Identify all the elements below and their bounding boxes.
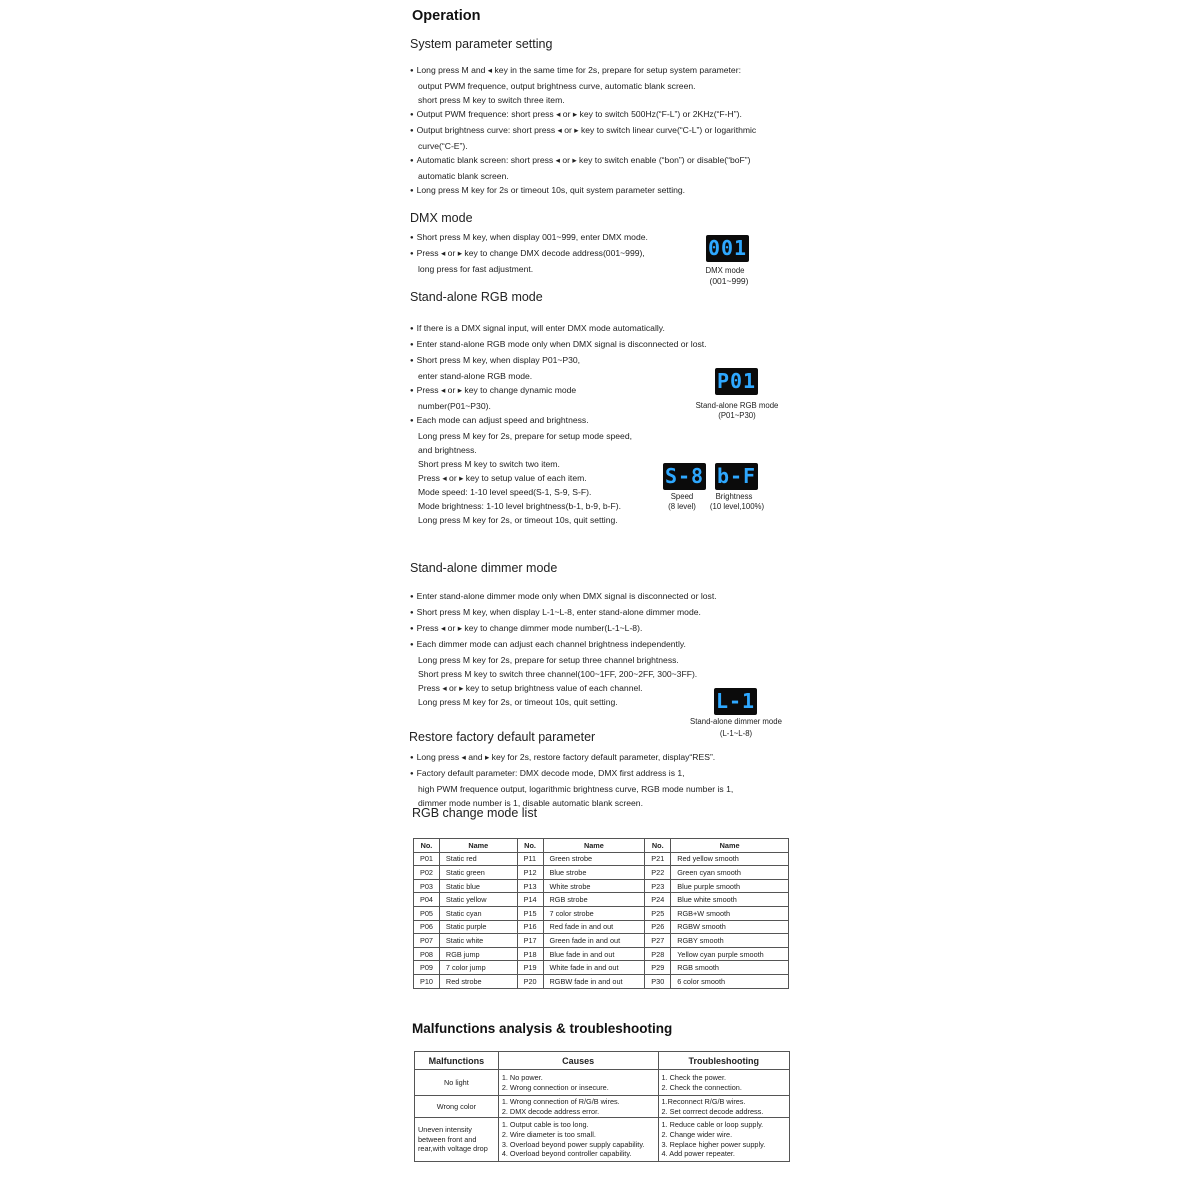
list-item: ● Enter stand-alone dimmer mode only when DMX signal is disconnected or lost. — [410, 589, 717, 605]
mode-name-cell: Static cyan — [439, 906, 517, 920]
mode-name-cell: Red strobe — [439, 974, 517, 988]
cell-line: 1. Output cable is too long. — [501, 1119, 589, 1129]
system-section-body — [410, 63, 756, 199]
mode-name-cell: Static red — [439, 852, 517, 866]
mode-number-cell: P22 — [645, 866, 671, 880]
cell-line: rear,with voltage drop — [418, 1144, 488, 1154]
mode-number-cell: P16 — [517, 920, 543, 934]
operation-title: Operation — [412, 8, 481, 24]
list-item-continuation: long press for fast adjustment. — [418, 264, 534, 274]
rgb-section-title: Stand-alone RGB mode — [410, 290, 543, 304]
mode-name-cell: Static purple — [439, 920, 517, 934]
column-header: Causes — [498, 1052, 658, 1070]
cell-line: 1. Reduce cable or loop supply. — [661, 1119, 764, 1129]
list-item: ● Output PWM frequence: short press ◂ or ▸ key to switch 500Hz(“F-L”) or 2KHz(“F-H”). — [410, 107, 756, 123]
list-item-continuation: enter stand-alone RGB mode. — [418, 371, 533, 381]
list-item-continuation: Long press M key for 2s, prepare for setup three channel brightness. — [418, 655, 679, 665]
troubleshooting-table — [414, 1051, 790, 1162]
cell-line: Uneven intensity — [418, 1124, 472, 1134]
mode-number-cell: P01 — [414, 852, 440, 866]
mode-name-cell: Yellow cyan purple smooth — [671, 947, 789, 961]
mode-number-cell: P10 — [414, 974, 440, 988]
mode-name-cell: Green fade in and out — [543, 934, 645, 948]
cell-line: 2. Check the connection. — [661, 1082, 742, 1092]
cell-line: 2. DMX decode address error. — [501, 1106, 600, 1116]
rgb-display-caption: Stand-alone RGB mode — [695, 401, 779, 410]
mode-number-cell: P26 — [645, 920, 671, 934]
causes-cell — [498, 1070, 658, 1096]
list-item-continuation: Short press M key to switch two item. — [418, 459, 560, 469]
column-header: Troubleshooting — [658, 1052, 789, 1070]
list-item-continuation: curve(“C-E”). — [418, 141, 468, 151]
list-item-continuation: Long press M key for 2s, or timeout 10s, quit setting. — [418, 515, 618, 525]
mode-number-cell: P15 — [517, 906, 543, 920]
list-item-continuation: output PWM frequence, output brightness curve, automatic blank screen. — [418, 81, 696, 91]
mode-number-cell: P25 — [645, 906, 671, 920]
list-item-continuation: Press ◂ or ▸ key to setup value of each item. — [418, 473, 587, 483]
list-item-continuation: Long press M key for 2s, prepare for setup mode speed, — [418, 431, 633, 441]
mode-name-cell: Blue strobe — [543, 866, 645, 880]
mode-number-cell: P27 — [645, 934, 671, 948]
mode-name-cell: Green cyan smooth — [671, 866, 789, 880]
mode-name-cell: White fade in and out — [543, 961, 645, 975]
list-item: ● If there is a DMX signal input, will enter DMX mode automatically. — [410, 321, 707, 337]
mode-number-cell: P04 — [414, 893, 440, 907]
list-item: ● Output brightness curve: short press ◂ or ▸ key to switch linear curve(“C-L”) or logarithmic — [410, 123, 756, 139]
cell-line: 1. No power. — [501, 1072, 543, 1082]
dimmer-section-body — [410, 589, 717, 709]
mode-number-cell: P17 — [517, 934, 543, 948]
mode-name-cell: 6 color smooth — [671, 974, 789, 988]
list-item-continuation: number(P01~P30). — [418, 401, 491, 411]
cell-line: 2. Change wider wire. — [661, 1129, 733, 1139]
table-row — [415, 1070, 790, 1096]
mode-number-cell: P24 — [645, 893, 671, 907]
list-item: ● Each mode can adjust speed and brightness. — [410, 413, 707, 429]
mode-name-cell: Static green — [439, 866, 517, 880]
mode-name-cell: Blue fade in and out — [543, 947, 645, 961]
cell-line: 1.Reconnect R/G/B wires. — [661, 1096, 746, 1106]
list-item: ● Factory default parameter: DMX decode mode, DMX first address is 1, — [410, 766, 733, 782]
speed-led-display: S-8 — [664, 464, 705, 488]
mode-number-cell: P02 — [414, 866, 440, 880]
table-row — [414, 893, 789, 907]
dimmer-display-range: (L-1~L-8) — [719, 729, 753, 738]
mode-name-cell: RGB smooth — [671, 961, 789, 975]
dmx-display-range: (001~999) — [709, 276, 749, 286]
list-item-continuation: Long press M key for 2s, or timeout 10s, quit setting. — [418, 697, 618, 707]
list-item: ● Long press M key for 2s or timeout 10s, quit system parameter setting. — [410, 183, 756, 199]
cell-line: 4. Overload beyond controller capability. — [501, 1149, 632, 1159]
malfunctions-title: Malfunctions analysis & troubleshooting — [412, 1021, 673, 1036]
cell-line: 1. Check the power. — [661, 1072, 727, 1082]
list-item-continuation: high PWM frequence output, logarithmic brightness curve, RGB mode number is 1, — [418, 784, 734, 794]
column-header: No. — [645, 839, 671, 853]
troubleshooting-cell — [658, 1070, 789, 1096]
dimmer-display-caption: Stand-alone dimmer mode — [690, 717, 782, 726]
restore-section-body — [410, 750, 733, 810]
table-row — [414, 866, 789, 880]
table-row — [415, 1118, 790, 1162]
mode-name-cell: Blue purple smooth — [671, 879, 789, 893]
cell-line: 2. Wrong connection or insecure. — [501, 1082, 609, 1092]
list-item-continuation: Press ◂ or ▸ key to setup brightness value of each channel. — [418, 683, 643, 693]
causes-cell — [498, 1118, 658, 1162]
table-row — [414, 934, 789, 948]
list-item-continuation: short press M key to switch three item. — [418, 95, 565, 105]
column-header: Name — [543, 839, 645, 853]
dmx-section-title: DMX mode — [410, 211, 473, 225]
rgb-led-display: P01 — [716, 369, 757, 393]
restore-section-title: Restore factory default parameter — [409, 730, 596, 744]
list-item-continuation: automatic blank screen. — [418, 171, 509, 181]
rgb-list-title: RGB change mode list — [412, 806, 538, 820]
list-item-continuation: and brightness. — [418, 445, 477, 455]
causes-cell — [498, 1096, 658, 1118]
malfunction-cell — [415, 1096, 499, 1118]
mode-number-cell: P06 — [414, 920, 440, 934]
list-item: ● Press ◂ or ▸ key to change DMX decode address(001~999), — [410, 246, 648, 262]
mode-number-cell: P07 — [414, 934, 440, 948]
table-row — [414, 852, 789, 866]
cell-line: 3. Overload beyond power supply capability. — [501, 1139, 645, 1149]
mode-number-cell: P14 — [517, 893, 543, 907]
mode-name-cell: Red yellow smooth — [671, 852, 789, 866]
cell-line: 3. Replace higher power supply. — [661, 1139, 766, 1149]
mode-number-cell: P20 — [517, 974, 543, 988]
list-item: ● Enter stand-alone RGB mode only when DMX signal is disconnected or lost. — [410, 337, 707, 353]
column-header: Name — [439, 839, 517, 853]
list-item: ● Press ◂ or ▸ key to change dynamic mode — [410, 383, 707, 399]
malfunction-cell — [415, 1118, 499, 1162]
malfunction-cell — [415, 1070, 499, 1096]
column-header: No. — [414, 839, 440, 853]
mode-name-cell: 7 color strobe — [543, 906, 645, 920]
rgb-mode-table — [413, 838, 789, 989]
table-header-row — [414, 839, 789, 853]
mode-name-cell: White strobe — [543, 879, 645, 893]
dimmer-section-title: Stand-alone dimmer mode — [410, 561, 558, 575]
rgb-display-range: (P01~P30) — [718, 411, 756, 420]
table-header-row — [415, 1052, 790, 1070]
mode-name-cell: Green strobe — [543, 852, 645, 866]
brightness-led-display: b-F — [716, 464, 757, 488]
speed-display-caption: Speed — [670, 492, 694, 501]
mode-number-cell: P28 — [645, 947, 671, 961]
brightness-display-range: (10 level,100%) — [709, 502, 765, 511]
cell-line: between front and — [418, 1134, 477, 1144]
mode-name-cell: Static yellow — [439, 893, 517, 907]
table-row — [414, 879, 789, 893]
mode-number-cell: P12 — [517, 866, 543, 880]
dmx-display-caption: DMX mode — [705, 266, 745, 275]
cell-line: 1. Wrong connection of R/G/B wires. — [501, 1096, 620, 1106]
table-row — [414, 906, 789, 920]
troubleshooting-cell — [658, 1118, 789, 1162]
list-item: ● Short press M key, when display L-1~L-8, enter stand-alone dimmer mode. — [410, 605, 717, 621]
mode-number-cell: P11 — [517, 852, 543, 866]
dmx-led-display: 001 — [707, 236, 748, 260]
mode-number-cell: P23 — [645, 879, 671, 893]
table-row — [414, 974, 789, 988]
mode-number-cell: P29 — [645, 961, 671, 975]
mode-number-cell: P09 — [414, 961, 440, 975]
cell-line: No light — [444, 1077, 469, 1087]
table-row — [414, 947, 789, 961]
list-item: ● Each dimmer mode can adjust each channel brightness independently. — [410, 637, 717, 653]
table-row — [414, 920, 789, 934]
speed-display-range: (8 level) — [668, 502, 696, 511]
mode-name-cell: Static white — [439, 934, 517, 948]
column-header: Malfunctions — [415, 1052, 499, 1070]
system-section-title: System parameter setting — [410, 37, 553, 51]
cell-line: 4. Add power repeater. — [661, 1149, 735, 1159]
mode-number-cell: P18 — [517, 947, 543, 961]
column-header: No. — [517, 839, 543, 853]
mode-number-cell: P05 — [414, 906, 440, 920]
mode-number-cell: P21 — [645, 852, 671, 866]
cell-line: 2. Set corrrect decode address. — [661, 1106, 764, 1116]
brightness-display-caption: Brightness — [715, 492, 753, 501]
mode-number-cell: P08 — [414, 947, 440, 961]
list-item-continuation: Short press M key to switch three channel(100~1FF, 200~2FF, 300~3FF). — [418, 669, 698, 679]
list-item-continuation: Mode brightness: 1-10 level brightness(b-1, b-9, b-F). — [418, 501, 622, 511]
list-item-continuation: dimmer mode number is 1, disable automatic blank screen. — [418, 798, 643, 808]
list-item: ● Long press ◂ and ▸ key for 2s, restore factory default parameter, display“RES”. — [410, 750, 733, 766]
mode-name-cell: RGBW smooth — [671, 920, 789, 934]
mode-number-cell: P30 — [645, 974, 671, 988]
list-item-continuation: Mode speed: 1-10 level speed(S-1, S-9, S-F). — [418, 487, 592, 497]
mode-name-cell: RGB strobe — [543, 893, 645, 907]
list-item: ● Long press M and ◂ key in the same time for 2s, prepare for setup system parameter: — [410, 63, 756, 79]
table-row — [414, 961, 789, 975]
mode-name-cell: RGB+W smooth — [671, 906, 789, 920]
mode-name-cell: RGBY smooth — [671, 934, 789, 948]
cell-line: Wrong color — [436, 1101, 476, 1111]
list-item: ● Short press M key, when display 001~999, enter DMX mode. — [410, 230, 648, 246]
column-header: Name — [671, 839, 789, 853]
list-item: ● Short press M key, when display P01~P30, — [410, 353, 707, 369]
mode-number-cell: P03 — [414, 879, 440, 893]
troubleshooting-cell — [658, 1096, 789, 1118]
list-item: ● Press ◂ or ▸ key to change dimmer mode number(L-1~L-8). — [410, 621, 717, 637]
mode-name-cell: Blue white smooth — [671, 893, 789, 907]
mode-name-cell: RGB jump — [439, 947, 517, 961]
list-item: ● Automatic blank screen: short press ◂ or ▸ key to switch enable (“bon”) or disable(“boF”) — [410, 153, 756, 169]
cell-line: 2. Wire diameter is too small. — [501, 1129, 596, 1139]
mode-name-cell: Static blue — [439, 879, 517, 893]
mode-name-cell: RGBW fade in and out — [543, 974, 645, 988]
mode-name-cell: 7 color jump — [439, 961, 517, 975]
dmx-section-body — [410, 230, 648, 276]
mode-number-cell: P19 — [517, 961, 543, 975]
dimmer-led-display: L-1 — [715, 689, 756, 713]
mode-name-cell: Red fade in and out — [543, 920, 645, 934]
table-row — [415, 1096, 790, 1118]
mode-number-cell: P13 — [517, 879, 543, 893]
